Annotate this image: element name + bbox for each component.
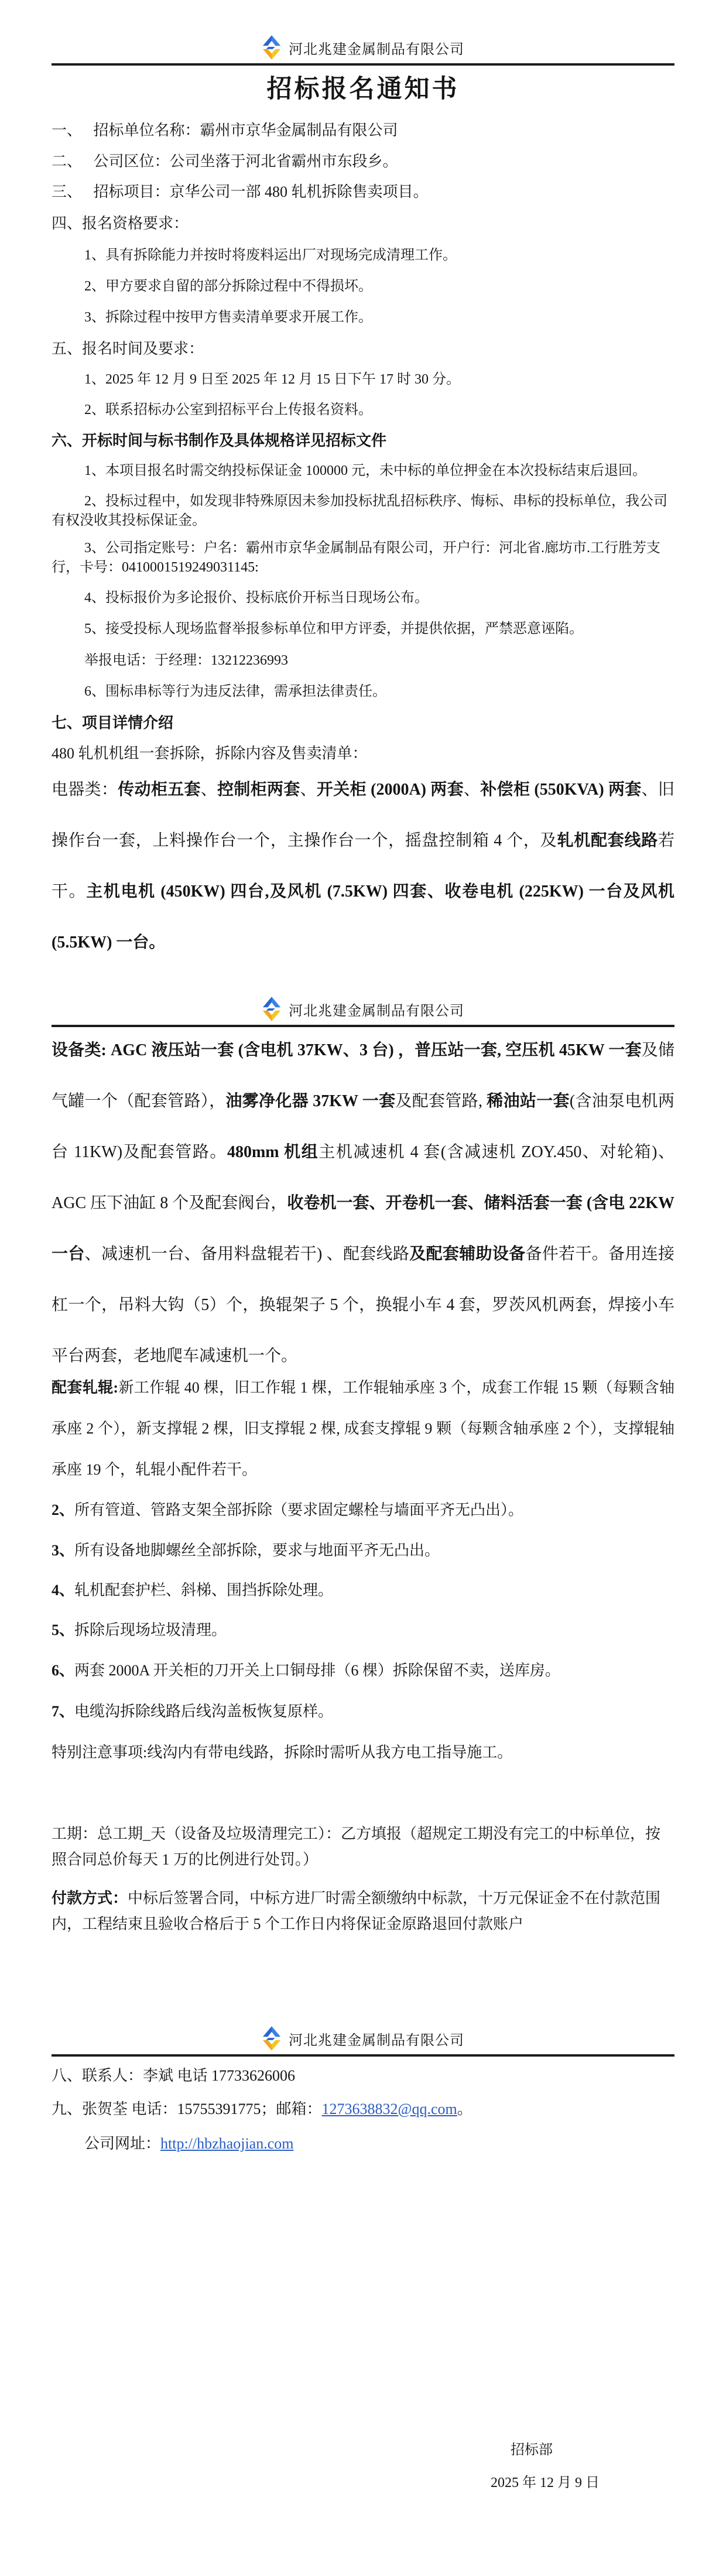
- text-run: 、: [641, 781, 658, 799]
- contact-2-suffix: 。: [457, 2101, 472, 2117]
- company-name: 河北兆建金属制品有限公司: [289, 2033, 464, 2048]
- document-title: 招标报名通知书: [266, 76, 460, 103]
- contact-2-text: 九、张贺荃 电话：15755391775；邮箱：: [52, 2101, 322, 2117]
- page3-header: [52, 2025, 674, 2057]
- email-link[interactable]: 1273638832@qq.com: [321, 2101, 457, 2117]
- item-6-heading: 六、开标时间与标书制作及具体规格详见招标文件: [52, 432, 387, 449]
- company-name: 河北兆建金属制品有限公司: [289, 42, 464, 57]
- text-run: 4、: [52, 1582, 75, 1599]
- item-5-sub-1: 1、2025 年 12 月 9 日至 2025 年 12 月 15 日下午 17 时 30 分。: [84, 372, 460, 387]
- payment-paragraph: [52, 1886, 674, 1937]
- demolition-item-7: [52, 1702, 674, 1722]
- text-run: 轧机配套线路: [557, 832, 658, 850]
- signature-department: 招标部: [511, 2442, 553, 2458]
- text-run: 、减速机一台、备用料盘辊若干) 、配套线路: [84, 1245, 410, 1263]
- website-link[interactable]: http://hbzhaojian.com: [160, 2135, 294, 2152]
- page2-header: [52, 995, 674, 1027]
- item-4-sub-1: 1、具有拆除能力并按时将废料运出厂对现场完成清理工作。: [84, 248, 457, 263]
- company-logo-icon: [262, 2026, 282, 2051]
- text-run: 及储气罐一个（配套管路），: [52, 1041, 674, 1110]
- demolition-item-6: [52, 1661, 674, 1681]
- company-logo-icon: [262, 35, 282, 60]
- header-row: [52, 995, 674, 1022]
- text-run: 所有管道、管路支架全部拆除（要求固定螺栓与墙面平齐无凸出）。: [74, 1501, 524, 1518]
- special-note-line: 特别注意事项:线沟内有带电线路，拆除时需听从我方电工指导施工。: [52, 1744, 513, 1761]
- text-run: 3、: [52, 1542, 75, 1559]
- text-run: 控制柜两套: [217, 781, 300, 799]
- text-run: 两套 2000A 开关柜的刀开关上口铜母排（6 棵）拆除保留不卖，送库房。: [74, 1662, 560, 1679]
- text-run: 电器类：: [52, 781, 118, 799]
- header-rule: [52, 63, 674, 66]
- company-name: 河北兆建金属制品有限公司: [289, 1003, 464, 1019]
- text-run: 拆除后现场垃圾清理。: [74, 1621, 227, 1638]
- text-run: 配套轧辊:: [52, 1379, 119, 1396]
- text-run: 轧机配套护栏、斜梯、围挡拆除处理。: [74, 1582, 334, 1599]
- text-run: 新工作辊 40 棵，旧工作辊 1 棵，工作辊轴承座 3 个，成套工作辊 15 颗（每颗含轴承座 2 个），新支撑辊 2 棵，旧支撑辊 2 棵, 成套支撑辊 9 颗（每颗含轴承座 2 个），支撑辊轴承座 19 个，轧辊小配件若干。: [52, 1379, 674, 1478]
- text-run: 油雾净化器 37KW 一套: [225, 1092, 396, 1110]
- text-run: 及配套管路,: [395, 1092, 487, 1110]
- item-4-sub-2: 2、甲方要求自留的部分拆除过程中不得损坏。: [84, 279, 372, 294]
- text-run: 7、: [52, 1703, 75, 1720]
- text-run: 、: [200, 781, 218, 799]
- item-6-sub-5: 5、接受投标人现场监督举报参标单位和甲方评委，并提供依据，严禁恶意诬陷。: [84, 621, 583, 637]
- text-run: 普压站一套, 空压机 45KW 一套: [415, 1041, 642, 1059]
- text-run: 开关柜 (2000A) 两套: [316, 781, 464, 799]
- text-run: 所有设备地脚螺丝全部拆除，要求与地面平齐无凸出。: [74, 1542, 440, 1559]
- text-run: 备件若干。备用连接杠一个，吊料大钩（5）个，换辊架子 5 个，换辊小车 4 套，罗茨风机两套，焊接小车平台两套，老地爬车减速机一个。: [52, 1245, 674, 1365]
- text-run: (含油泵电机两台 11KW)及配套管路。: [52, 1092, 674, 1161]
- demolition-item-3: [52, 1541, 674, 1561]
- demolition-item-4: [52, 1581, 674, 1600]
- contact-2-line: [52, 2099, 674, 2119]
- text-run: 主机减速机 4 套(含减速机 ZOY.450、对轮箱)、AGC 压下油缸 8 个及配套阀台，: [52, 1143, 674, 1212]
- project-intro-line: 480 轧机机组一套拆除，拆除内容及售卖清单：: [52, 745, 368, 762]
- text-run: 若干。: [52, 832, 674, 901]
- text-run: 电缆沟拆除线路后线沟盖板恢复原样。: [74, 1703, 334, 1720]
- page1-header: [52, 34, 674, 66]
- item-6-sub-2: 2、投标过程中，如发现非特殊原因未参加投标扰乱招标秩序、悔标、串标的投标单位，我公司有权没收其投标保证金。: [52, 494, 667, 528]
- demolition-item-5: [52, 1620, 674, 1640]
- item-6-sub-1: 1、本项目报名时需交纳投标保证金 100000 元，未中标的单位押金在本次投标结束后退回。: [84, 463, 646, 478]
- text-run: 稀油站一套: [487, 1092, 570, 1110]
- report-phone-line: 举报电话：于经理：13212236993: [84, 653, 288, 668]
- text-run: 、: [300, 781, 317, 799]
- demolition-item-2: [52, 1500, 674, 1520]
- text-run: 传动柜五套: [118, 781, 201, 799]
- duration-paragraph: 工期：总工期_天（设备及垃圾清理完工）：乙方填报（超规定工期没有完工的中标单位，按照合同总价每天 1 万的比例进行处罚。）: [52, 1825, 661, 1868]
- item-6-sub-3-account: 3、公司指定账号：户名：霸州市京华金属制品有限公司，开户行：河北省.廊坊市.工行胜芳支行，卡号：0410001519249031145:: [52, 540, 660, 575]
- text-run: 补偿柜 (550KVA) 两套: [480, 781, 642, 799]
- text-run: 及配套辅助设备: [409, 1245, 526, 1263]
- text-run: 收卷机一套、开卷机一套、储料活套一套 (含电 22KW 一台: [52, 1194, 675, 1263]
- header-row: [52, 2025, 674, 2052]
- item-5-sub-2: 2、联系招标办公室到招标平台上传报名资料。: [84, 402, 372, 418]
- website-label: 公司网址：: [84, 2135, 161, 2152]
- header-row: [52, 34, 674, 61]
- item-4-sub-3: 3、拆除过程中按甲方售卖清单要求开展工作。: [84, 310, 372, 325]
- signature-date: 2025 年 12 月 9 日: [491, 2475, 600, 2491]
- item-7-heading: 七、项目详情介绍: [52, 714, 174, 731]
- item-1-bid-unit: 一、 招标单位名称：霸州市京华金属制品有限公司: [52, 122, 398, 139]
- text-run: 2、: [52, 1501, 75, 1518]
- text-run: 5、: [52, 1621, 75, 1638]
- header-rule: [52, 2054, 674, 2057]
- item-5-heading: 五、报名时间及要求：: [52, 340, 204, 357]
- text-run: 旧操作台一套，上料操作台一个，主操作台一个，摇盘控制箱 4 个，及: [52, 781, 674, 850]
- text-run: 中标后签署合同，中标方进厂时需全额缴纳中标款，十万元保证金不在付款范围内，工程结束且验收合格后于 5 个工作日内将保证金原路退回付款账户: [52, 1890, 661, 1932]
- item-4-heading: 四、报名资格要求：: [52, 215, 189, 232]
- text-run: 480mm 机组: [227, 1143, 319, 1161]
- text-run: 设备类: AGC 液压站一套 (含电机 37KW、3 台) ，: [52, 1041, 415, 1059]
- equipment-category-paragraph: [52, 1025, 674, 1381]
- contact-1-line: 八、联系人：李斌 电话 17733626006: [52, 2067, 296, 2084]
- item-6-sub-4: 4、投标报价为多论报价、投标底价开标当日现场公布。: [84, 590, 429, 605]
- text-run: 主机电机 (450KW) 四台,及风机 (7.5KW) 四套、收卷电机 (225KW) 一台及风机 (5.5KW) 一台。: [52, 882, 674, 952]
- text-run: 、: [463, 781, 481, 799]
- rolls-paragraph: [52, 1367, 674, 1490]
- company-logo-icon: [262, 997, 282, 1021]
- item-6-sub-6: 6、围标串标等行为违反法律，需承担法律责任。: [84, 684, 386, 699]
- electric-category-paragraph: [52, 764, 674, 968]
- website-line: [52, 2134, 707, 2154]
- item-3-project: 三、 招标项目：京华公司一部 480 轧机拆除售卖项目。: [52, 183, 429, 200]
- text-run: 6、: [52, 1662, 75, 1679]
- item-2-location: 二、 公司区位：公司坐落于河北省霸州市东段乡。: [52, 153, 398, 170]
- text-run: 付款方式：: [52, 1890, 128, 1907]
